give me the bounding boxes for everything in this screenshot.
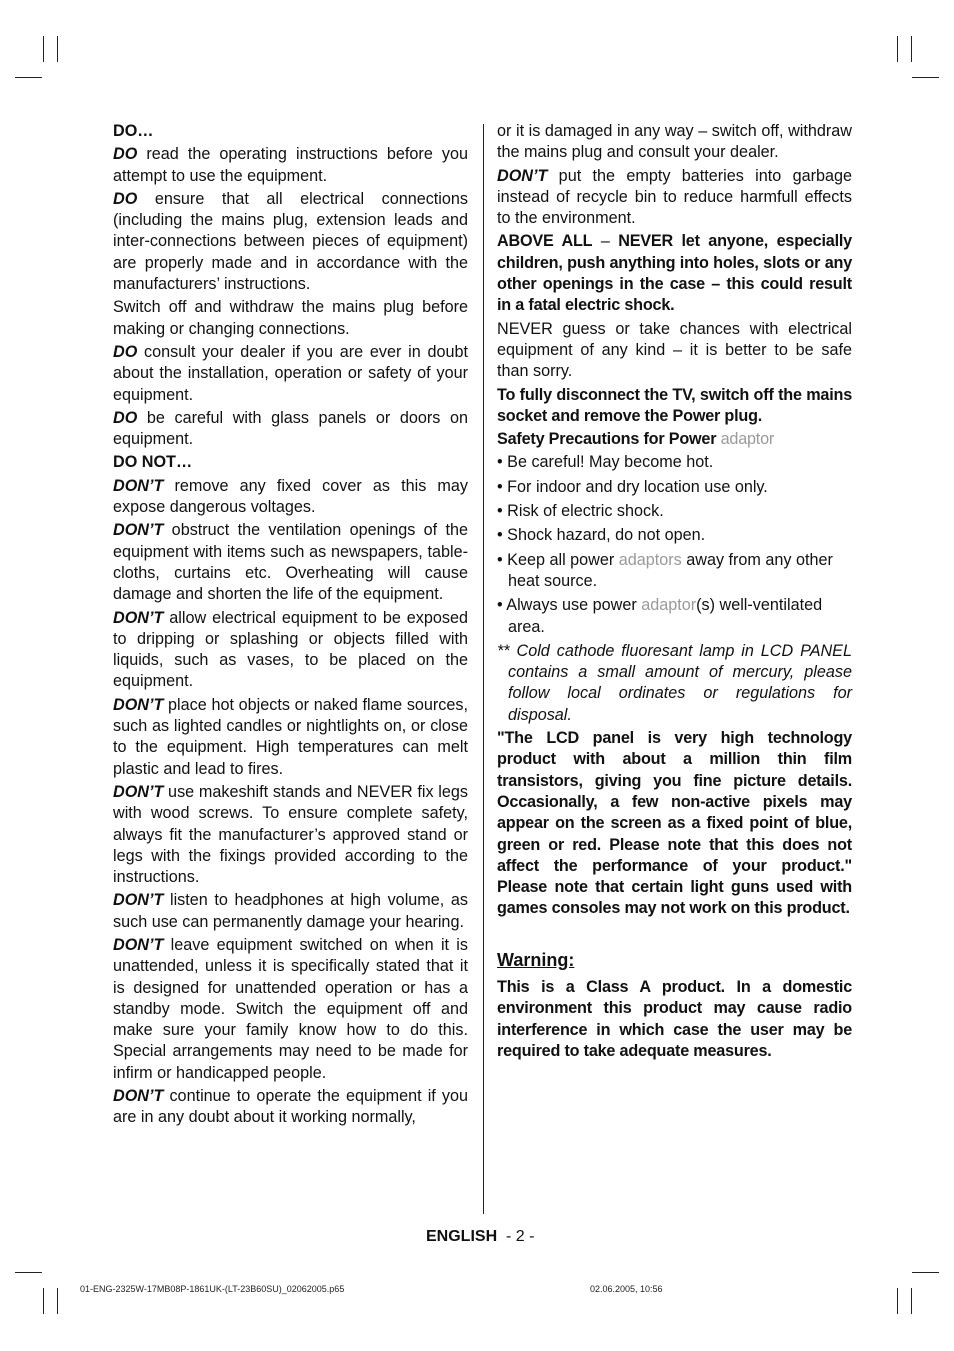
instruction-lead: DON’T <box>113 1087 164 1106</box>
instruction-text: remove any fixed cover as this may expose dangerous voltages. <box>113 476 468 517</box>
list-item <box>113 890 468 933</box>
crop-mark <box>43 36 44 62</box>
disconnect-paragraph: To fully disconnect the TV, switch off the mains socket and remove the Power plug. <box>497 385 852 425</box>
list-item: • Risk of electric shock. <box>497 502 664 521</box>
file-name: 01-ENG-2325W-17MB08P-1861UK-(LT-23B60SU)_02062005.p65 <box>80 1284 345 1294</box>
list-item: • Keep all power adaptors away from any other heat source. <box>497 550 833 590</box>
power-adaptor-heading: Safety Precautions for Power adaptor <box>497 430 775 449</box>
instruction-text: consult your dealer if you are ever in doubt about the installation, operation or safety of your equipment. <box>113 342 468 404</box>
instruction-text: Switch off and withdraw the mains plug before making or changing connections. <box>113 298 468 338</box>
crop-mark <box>57 36 58 62</box>
instruction-lead: DON’T <box>113 935 164 954</box>
instruction-text: be careful with glass panels or doors on equipment. <box>113 408 468 449</box>
instruction-lead: DON’T <box>113 782 164 801</box>
instruction-lead: DO <box>113 145 138 164</box>
instruction-text: ensure that all electrical connections (including the mains plug, extension leads and inter-connections between pieces of equipment) are properly made and in accordance with the manufacturers’ instructions. <box>113 189 468 294</box>
crop-mark <box>912 77 939 78</box>
list-item <box>113 476 468 519</box>
list-item <box>113 297 468 340</box>
instruction-text: place hot objects or naked flame sources, such as lighted candles or nightlights on, or close to the equipment. High temperatures can melt plastic and lead to fires. <box>113 695 468 778</box>
list-item <box>113 189 468 295</box>
do-heading: DO… <box>113 122 154 140</box>
list-item: • Always use power adaptor(s) well-ventilated area. <box>497 596 823 636</box>
left-column <box>113 121 468 1131</box>
above-all-paragraph: ABOVE ALL – NEVER let anyone, especially children, push anything into holes, slots or any other openings in the case – this could result in a fatal electric shock. <box>497 232 852 315</box>
list-item <box>113 1086 468 1129</box>
page-number: - 2 - <box>506 1228 535 1245</box>
instruction-text: read the operating instructions before you attempt to use the equipment. <box>113 145 468 185</box>
right-column <box>497 121 852 1064</box>
instruction-text: leave equipment switched on when it is unattended, unless it is specifically stated that it is designed for unattended operation or has a standby mode. Switch the equipment off and make sure your family know how to do this. Special arrangements may need to be made for infirm or handicapped people. <box>113 935 468 1082</box>
crop-mark <box>43 1288 44 1314</box>
safety-bullet-list <box>497 452 852 637</box>
instruction-lead: DON’T <box>113 608 164 627</box>
batteries-paragraph: DON’T put the empty batteries into garbage instead of recycle bin to reduce harmfull effects to the environment. <box>497 166 852 228</box>
warning-heading: Warning: <box>497 949 575 970</box>
list-item <box>113 782 468 888</box>
dont-list <box>113 476 468 1129</box>
warning-text: This is a Class A product. In a domestic environment this product may cause radio interference in which case the user may be required to take adequate measures. <box>497 977 852 1060</box>
instruction-lead: DO <box>113 189 138 208</box>
instruction-lead: DO <box>113 342 138 361</box>
list-item <box>113 408 468 451</box>
list-item <box>113 144 468 187</box>
list-item <box>113 608 468 693</box>
instruction-text: use makeshift stands and NEVER fix legs with wood screws. To ensure complete safety, always fit the manufacturer’s approved stand or legs with the fixings provided according to the instructions. <box>113 782 468 887</box>
lcd-panel-note: "The LCD panel is very high technology product with about a million thin film transistors, giving you fine picture details. Occasionally, a few non-active pixels may appear on the screen as a fixed point of blue, green or red. Please note that this does not affect the performance of your product." Please note that certain light guns used with games consoles may not work on this product. <box>497 729 852 918</box>
instruction-lead: DO <box>113 408 138 427</box>
footer-language: ENGLISH <box>426 1228 498 1245</box>
file-date: 02.06.2005, 10:56 <box>590 1284 663 1294</box>
instruction-text: continue to operate the equipment if you are in any doubt about it working normally, <box>113 1087 468 1127</box>
list-item <box>113 520 468 605</box>
list-item: • For indoor and dry location use only. <box>497 477 768 496</box>
crop-mark <box>897 36 898 62</box>
continuation-text: or it is damaged in any way – switch off, withdraw the mains plug and consult your dealer. <box>497 122 852 162</box>
dont-lead: DON’T <box>497 166 548 185</box>
crop-mark <box>911 1288 912 1314</box>
list-item: • Shock hazard, do not open. <box>497 526 706 545</box>
never-guess-paragraph: NEVER guess or take chances with electrical equipment of any kind – it is better to be safe than sorry. <box>497 319 852 381</box>
instruction-text: obstruct the ventilation openings of the equipment with items such as newspapers, table-cloths, curtains etc. Overheating will cause damage and shorten the life of the equipment. <box>113 521 468 604</box>
instruction-lead: DON’T <box>113 476 164 495</box>
list-item <box>113 695 468 780</box>
instruction-text: allow electrical equipment to be exposed to dripping or splashing or objects filled with liquids, such as vases, to be placed on the equipment. <box>113 608 468 691</box>
crop-mark <box>897 1288 898 1314</box>
crop-mark <box>57 1288 58 1314</box>
crop-mark <box>15 77 42 78</box>
dont-heading: DO NOT… <box>113 453 193 472</box>
instruction-lead: DON’T <box>113 521 164 540</box>
page-footer <box>426 1228 534 1246</box>
crop-mark <box>912 1272 939 1273</box>
lamp-note: ** Cold cathode fluoresant lamp in LCD PANEL contains a small amount of mercury, please follow local ordinates or regulations for disposal. <box>497 641 852 724</box>
list-item: • Be careful! May become hot. <box>497 453 714 472</box>
list-item <box>113 935 468 1084</box>
do-list <box>113 144 468 450</box>
crop-mark <box>15 1272 42 1273</box>
list-item <box>113 342 468 406</box>
crop-mark <box>911 36 912 62</box>
instruction-lead: DON’T <box>113 695 164 714</box>
instruction-lead: DON’T <box>113 891 164 910</box>
instruction-text: listen to headphones at high volume, as such use can permanently damage your hearing. <box>113 891 468 931</box>
column-divider <box>483 124 484 1214</box>
